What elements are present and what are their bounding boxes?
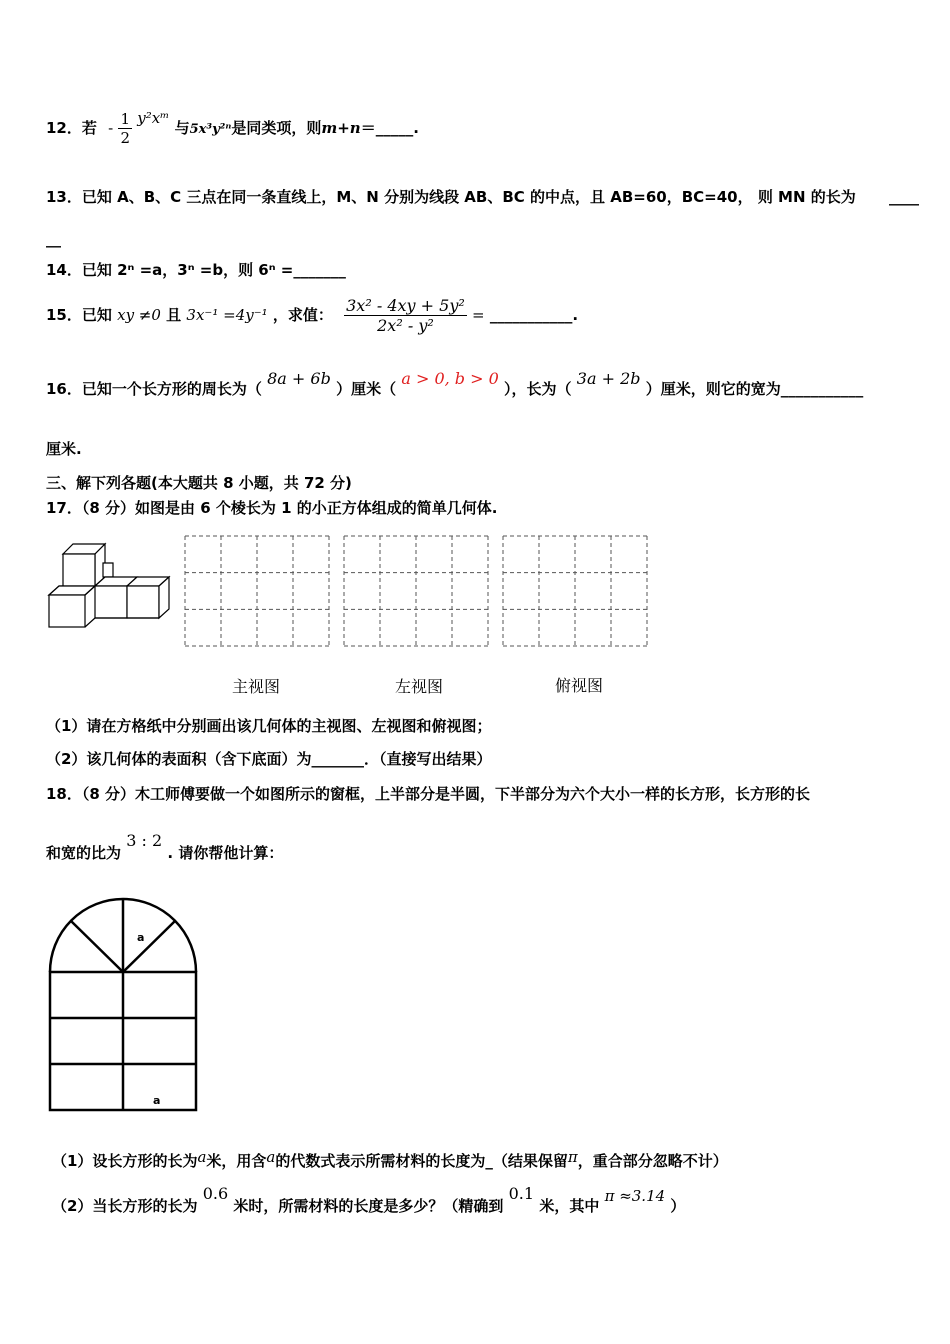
section-3-title: 三、解下列各题(本大题共 8 小题，共 72 分) bbox=[46, 474, 352, 492]
question-13: 13．已知 A、B、C 三点在同一条直线上，M、N 分别为线段 AB、BC 的中点，且 AB=60，BC=40， 则 MN 的长为 ____ bbox=[46, 188, 919, 206]
fraction-expression: $\frac{\text{3x² - 4xy + 5y²}}{\text{2x² - y²}}$ bbox=[346, 296, 465, 336]
fraction-one-half: $\frac{1}{2}$ bbox=[120, 110, 130, 147]
top-view-label: 俯视图 bbox=[555, 676, 604, 695]
question-16-unit: 厘米. bbox=[46, 440, 82, 458]
question-15: 15．已知 xy ≠0 且 3x⁻¹ =4y⁻¹ ，求值： $\frac{\text{3x² - 4xy + 5y²}}{\text{2x² - y²}}$ = ___________. bbox=[46, 296, 579, 336]
cube-solid-figure bbox=[45, 537, 175, 632]
question-13-blank-cont: __ bbox=[46, 230, 61, 248]
question-17-title: 17．（8 分）如图是由 6 个棱长为 1 的小正方体组成的简单几何体. bbox=[46, 499, 498, 517]
question-12: 12．若 - $\frac{1}{2}$ y²xᵐ 与5x³y²ⁿ是同类项，则m+n＝_____. bbox=[46, 109, 419, 147]
left-view-grid bbox=[344, 536, 488, 646]
top-view-grid bbox=[503, 536, 647, 646]
window-label-a-top: a bbox=[137, 931, 145, 944]
left-view-label: 左视图 bbox=[395, 677, 444, 696]
question-17-part-2: （2）该几何体的表面积（含下底面）为_______．（直接写出结果） bbox=[46, 750, 492, 768]
question-18-ratio: 和宽的比为 3 : 2 . 请你帮他计算： bbox=[46, 831, 284, 862]
question-16: 16．已知一个长方形的周长为（ 8a + 6b ）厘米（ a > 0, b > 0 ），长为（ 3a + 2b ）厘米，则它的宽为___________ bbox=[46, 369, 864, 398]
question-18-title: 18．（8 分）木工师傅要做一个如图所示的窗框，上半部分是半圆，下半部分为六个大小一样的长方形，长方形的长 bbox=[46, 785, 811, 803]
question-18-part-1: （1）设长方形的长为a米，用含a的代数式表示所需材料的长度为_（结果保留π，重合部分忽略不计） bbox=[52, 1148, 728, 1170]
window-frame-figure bbox=[45, 892, 205, 1122]
front-view-label: 主视图 bbox=[232, 677, 281, 696]
grid-paper-set bbox=[183, 534, 663, 652]
question-14: 14．已知 2ⁿ =a，3ⁿ =b，则 6ⁿ =_______ bbox=[46, 261, 346, 279]
question-17-part-1: （1）请在方格纸中分别画出该几何体的主视图、左视图和俯视图； bbox=[46, 717, 492, 735]
question-18-part-2: （2）当长方形的长为 0.6 米时，所需材料的长度是多少？（精确到 0.1 米，其中 π ≈3.14 ） bbox=[52, 1184, 686, 1215]
window-label-a-bottom: a bbox=[153, 1094, 161, 1107]
front-view-grid bbox=[185, 536, 329, 646]
